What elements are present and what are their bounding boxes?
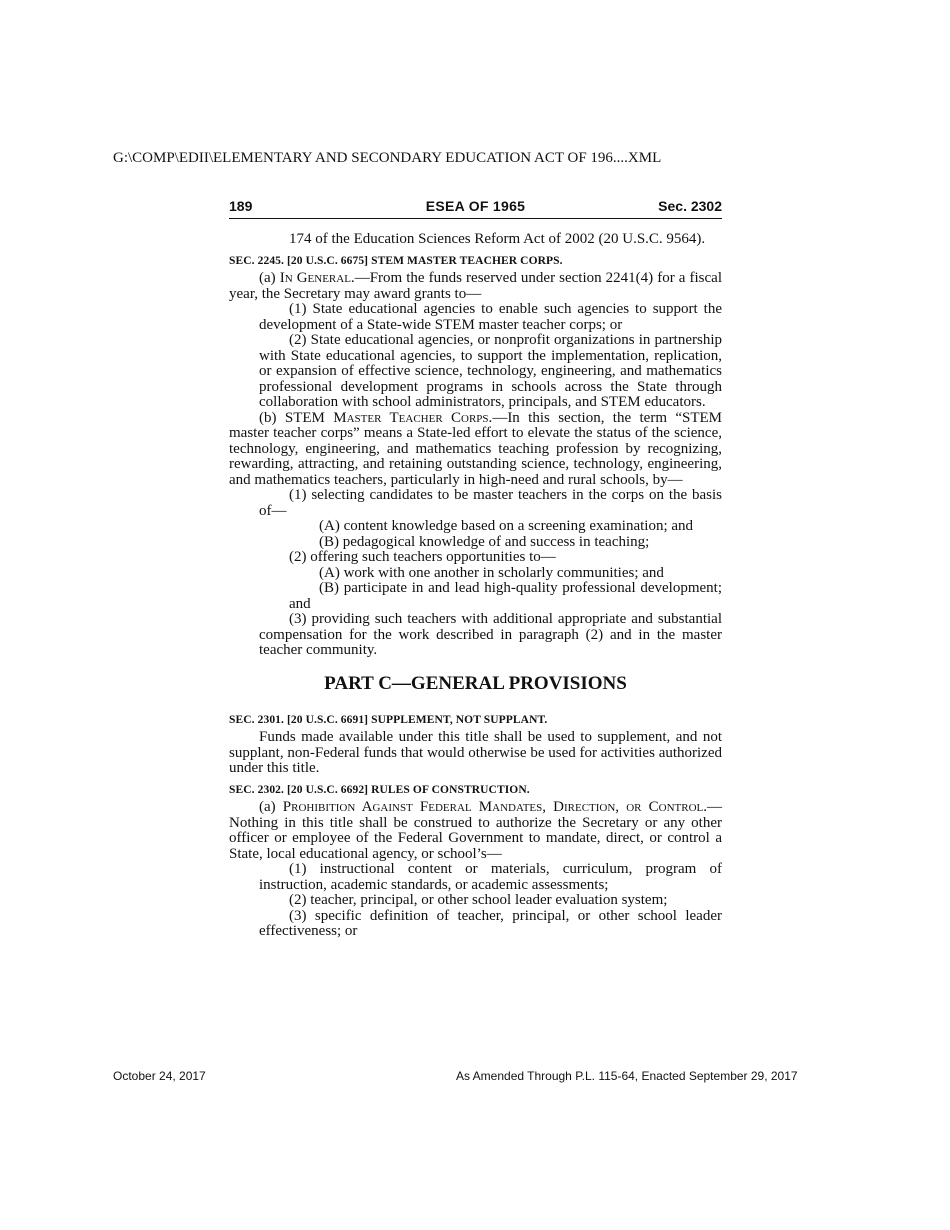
footer-amended-note: As Amended Through P.L. 115-64, Enacted September 29, 2017 [456, 1069, 798, 1083]
sec2302-a-text: —Nothing in this title shall be construed to authorize the Secretary or any other officer or employee of the Federal Government to mandate, direct, or control a State, local educational agency, or school’s— [229, 799, 722, 862]
sec2245-subsection-b [229, 411, 722, 489]
sec2245-b-1-subparagraph-a: (A) content knowledge based on a screening examination; and [319, 518, 694, 534]
sec2302-a-paragraph-2: (2) teacher, principal, or other school leader evaluation system; [289, 892, 668, 908]
section-heading-2245: SEC. 2245. [20 U.S.C. 6675] STEM MASTER TEACHER CORPS. [229, 254, 563, 267]
footer-date: October 24, 2017 [113, 1069, 206, 1083]
sec2245-a-title: In General. [279, 270, 355, 286]
sec2245-a-label: (a) [259, 270, 280, 286]
sec2245-b-label: (b) STEM [259, 409, 334, 426]
continuation-text: 174 of the Education Sciences Reform Act of 2002 (20 U.S.C. 9564). [289, 231, 706, 247]
sec2302-subsection-a [229, 800, 722, 862]
section-heading-2301: SEC. 2301. [20 U.S.C. 6691] SUPPLEMENT, NOT SUPPLANT. [229, 713, 548, 726]
sec2302-a-label: (a) [259, 799, 283, 815]
sec2245-b-text: —In this section, the term “STEM master teacher corps” means a State-led effort to elevate the status of the science, technology, engineering, and mathematics teaching profession by recognizing, rewarding, attracting, and retaining outstanding science, technology, engineering, and mathematics teachers, particularly in high-need and rural schools, by— [229, 409, 723, 488]
sec2245-b-paragraph-3: (3) providing such teachers with additional appropriate and substantial compensation for the work described in paragraph (2) and in the master teacher community. [259, 611, 722, 658]
sec2302-a-title: Prohibition Against Federal Mandates, Direction, or Control. [282, 799, 707, 815]
running-head-section: Sec. 2302 [658, 198, 722, 214]
sec2245-b-title: Master Teacher Corps. [333, 409, 493, 426]
page-body [229, 232, 722, 940]
sec2245-a-paragraph-1: (1) State educational agencies to enable such agencies to support the development of a State-wide STEM master teacher corps; or [259, 301, 722, 333]
sec2245-subsection-a [229, 271, 722, 302]
sec2245-b-2-subparagraph-b: (B) participate in and lead high-quality professional development; and [289, 580, 722, 612]
sec2302-a-paragraph-3: (3) specific definition of teacher, principal, or other school leader effectiveness; or [259, 907, 722, 939]
sec2245-a-paragraph-2: (2) State educational agencies, or nonprofit organizations in partnership with State educational agencies, to support the implementation, replication, or expansion of effective science, technology, engineering, and mathematics professional development programs in schools across the State through collaboration with school administrators, principals, and STEM educators. [259, 332, 722, 410]
sec2245-b-1-subparagraph-b: (B) pedagogical knowledge of and success in teaching; [319, 533, 650, 550]
sec2245-b-2-subparagraph-a: (A) work with one another in scholarly communities; and [319, 564, 664, 581]
page-number: 189 [229, 198, 253, 214]
act-title: ESEA OF 1965 [425, 198, 526, 214]
sec2302-a-paragraph-1: (1) instructional content or materials, curriculum, program of instruction, academic standards, or academic assessments; [259, 861, 722, 893]
part-c-heading: PART C—GENERAL PROVISIONS [324, 672, 627, 694]
running-head [229, 198, 722, 219]
file-path: G:\COMP\EDII\ELEMENTARY AND SECONDARY EDUCATION ACT OF 196....XML [113, 150, 662, 166]
sec2301-text: Funds made available under this title shall be used to supplement, and not supplant, non-Federal funds that would otherwise be used for activities authorized under this title. [229, 729, 722, 776]
sec2245-b-paragraph-1: (1) selecting candidates to be master teachers in the corps on the basis of— [259, 487, 722, 519]
section-heading-2302: SEC. 2302. [20 U.S.C. 6692] RULES OF CONSTRUCTION. [229, 783, 530, 796]
sec2245-b-paragraph-2: (2) offering such teachers opportunities to— [289, 549, 556, 565]
sec2245-a-text: —From the funds reserved under section 2241(4) for a fiscal year, the Secretary may award grants to— [229, 270, 722, 302]
